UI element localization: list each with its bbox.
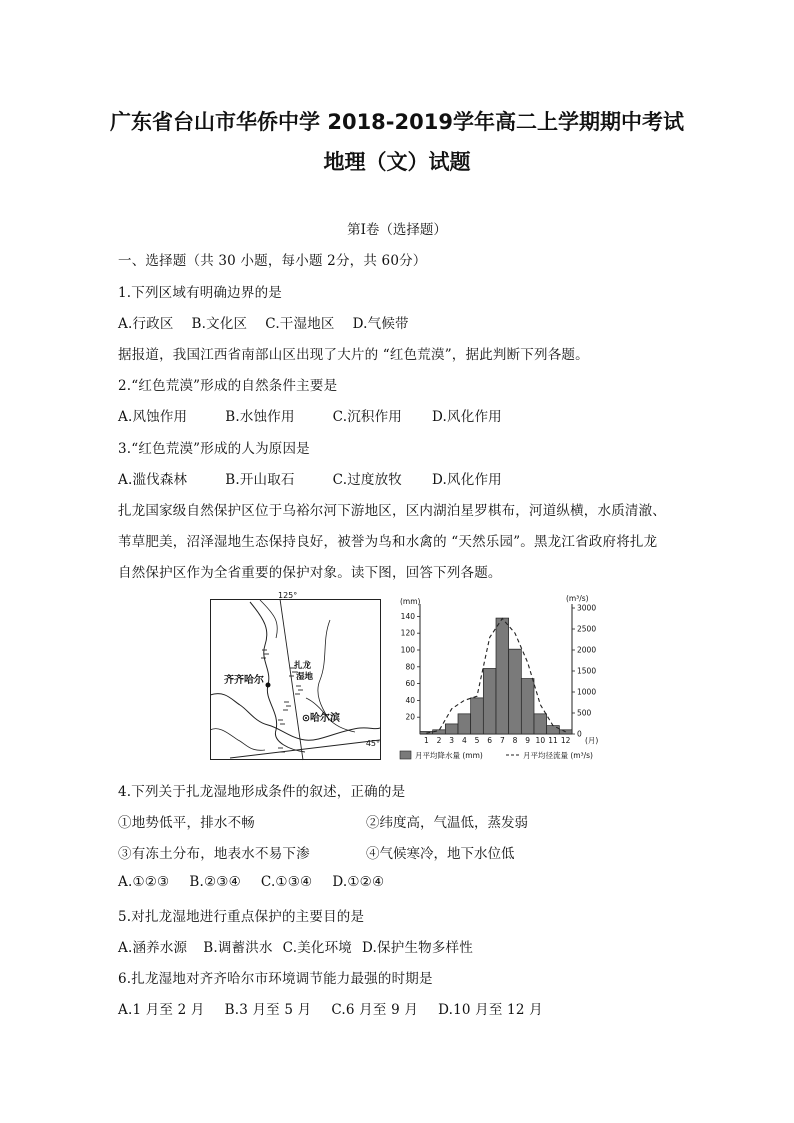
q1-stem: 1.下列区域有明确边界的是 xyxy=(118,285,282,301)
q6-stem: 6.扎龙湿地对齐齐哈尔市环境调节能力最强的时期是 xyxy=(118,971,433,987)
climate-runoff-chart xyxy=(394,592,616,766)
precip-bar xyxy=(445,724,458,734)
option: B.水蚀作用 xyxy=(225,409,295,425)
x-tick-label: 7 xyxy=(499,736,505,745)
legend-line-label: 月平均径流量 (m³/s) xyxy=(523,751,593,760)
intro-paragraph-2-line-1: 扎龙国家级自然保护区位于乌裕尔河下游地区，区内湖泊星罗棋布，河道纵横，水质清澈、 xyxy=(118,503,666,519)
option: A.①②③ xyxy=(118,874,170,890)
option: A.1 月至 2 月 xyxy=(118,1002,205,1018)
x-tick-label: 9 xyxy=(525,736,531,745)
x-tick-label: 5 xyxy=(474,736,480,745)
wetland-label-1: 扎龙 xyxy=(294,661,312,671)
y-left-tick-label: 120 xyxy=(400,628,415,638)
y-left-tick-label: 100 xyxy=(400,645,415,655)
q4-item-4: ④气候寒冷，地下水位低 xyxy=(366,846,515,862)
q1-options xyxy=(118,312,409,332)
x-tick-label: 12 xyxy=(560,736,571,745)
y-left-tick-label: 40 xyxy=(405,695,415,705)
option: A.行政区 xyxy=(118,316,174,332)
q3-stem: 3.“红色荒漠”形成的人为原因是 xyxy=(118,441,310,457)
x-tick-label: 10 xyxy=(535,736,546,745)
option: C.过度放牧 xyxy=(332,472,403,488)
q4-item-2: ②纬度高，气温低，蒸发弱 xyxy=(366,815,528,831)
y-left-tick-label: 20 xyxy=(405,712,415,722)
title-line-2: 地理（文）试题 xyxy=(323,150,471,174)
y-right-tick-label: 500 xyxy=(577,708,592,718)
precip-bar xyxy=(521,679,534,734)
q2-stem: 2.“红色荒漠”形成的自然条件主要是 xyxy=(118,378,338,394)
map-lat-label: 45° xyxy=(365,739,380,748)
precip-bar xyxy=(509,649,522,734)
zhalong-map xyxy=(210,590,382,766)
x-tick-label: 11 xyxy=(548,736,558,745)
x-tick-label: 2 xyxy=(436,736,442,745)
precip-bar xyxy=(547,726,560,734)
q2-options xyxy=(118,405,502,425)
option: C.6 月至 9 月 xyxy=(331,1002,419,1018)
y-left-unit: (mm) xyxy=(400,597,421,606)
intro-paragraph-2-line-2: 苇草肥美，沼泽湿地生态保持良好，被誉为鸟和水禽的 “天然乐园”。黑龙江省政府将扎龙 xyxy=(118,534,658,550)
q4-item-1: ①地势低平，排水不畅 xyxy=(118,815,255,831)
section-heading: 第Ⅰ卷（选择题） xyxy=(347,222,447,238)
y-right-tick-label: 2500 xyxy=(577,624,597,634)
y-left-tick-label: 140 xyxy=(400,611,415,621)
option: A.风蚀作用 xyxy=(118,409,188,425)
legend-bar-label: 月平均降水量 (mm) xyxy=(415,751,483,760)
q4-item-3: ③有冻土分布，地表水不易下渗 xyxy=(118,846,310,862)
x-tick-label: 1 xyxy=(423,736,429,745)
y-right-tick-label: 0 xyxy=(577,729,582,739)
wetland-label-2: 湿地 xyxy=(296,672,314,682)
precip-bar xyxy=(534,714,547,734)
q4-options xyxy=(118,874,384,890)
option: A.涵养水源 xyxy=(118,940,188,956)
option: C.①③④ xyxy=(260,874,313,890)
y-right-tick-label: 2000 xyxy=(577,645,597,655)
option: D.保护生物多样性 xyxy=(362,940,473,956)
q6-options xyxy=(118,998,543,1018)
x-tick-label: 6 xyxy=(487,736,493,745)
q4-stem: 4.下列关于扎龙湿地形成条件的叙述，正确的是 xyxy=(118,784,406,800)
map-lon-label: 125° xyxy=(278,591,298,600)
option: D.10 月至 12 月 xyxy=(438,1002,543,1018)
intro-paragraph-1: 据报道，我国江西省南部山区出现了大片的 “红色荒漠”，据此判断下列各题。 xyxy=(118,347,589,363)
x-tick-label: 4 xyxy=(461,736,467,745)
precip-bar xyxy=(483,668,496,734)
part-heading: 一、选择题（共 30 小题，每小题 2分，共 60分） xyxy=(118,253,427,269)
y-right-unit: (m³/s) xyxy=(566,594,589,603)
option: C.沉积作用 xyxy=(332,409,403,425)
legend-bar-swatch xyxy=(400,751,411,759)
option: D.风化作用 xyxy=(432,409,502,425)
y-right-tick-label: 1000 xyxy=(577,687,597,697)
option: D.风化作用 xyxy=(432,472,502,488)
option: C.美化环境 xyxy=(282,940,353,956)
precip-bar xyxy=(471,698,484,734)
y-right-tick-label: 1500 xyxy=(577,666,597,676)
option: B.开山取石 xyxy=(225,472,295,488)
title-line-1: 广东省台山市华侨中学 2018-2019学年高二上学期期中考试 xyxy=(110,110,684,134)
intro-paragraph-2-line-3: 自然保护区作为全省重要的保护对象。读下图，回答下列各题。 xyxy=(118,565,502,581)
x-unit: (月) xyxy=(585,736,599,745)
q5-stem: 5.对扎龙湿地进行重点保护的主要目的是 xyxy=(118,909,365,925)
option: B.文化区 xyxy=(191,316,248,332)
q5-options xyxy=(118,936,473,956)
x-tick-label: 8 xyxy=(512,736,518,745)
option: C.干湿地区 xyxy=(265,316,335,332)
y-left-tick-label: 80 xyxy=(405,662,415,672)
qiqihar-marker xyxy=(266,683,271,688)
precip-bar xyxy=(458,714,471,734)
option: B.调蓄洪水 xyxy=(203,940,273,956)
city-qiqihar-label: 齐齐哈尔 xyxy=(224,675,264,686)
option: B.②③④ xyxy=(189,874,241,890)
precip-bar xyxy=(496,618,509,734)
y-left-tick-label: 60 xyxy=(405,679,415,689)
city-harbin-label: 哈尔滨 xyxy=(310,713,340,724)
option: D.①②④ xyxy=(332,874,385,890)
option: B.3 月至 5 月 xyxy=(224,1002,312,1018)
y-right-tick-label: 3000 xyxy=(577,603,597,613)
option: A.滥伐森林 xyxy=(118,472,188,488)
q3-options xyxy=(118,468,502,488)
x-tick-label: 3 xyxy=(449,736,455,745)
option: D.气候带 xyxy=(352,316,409,332)
